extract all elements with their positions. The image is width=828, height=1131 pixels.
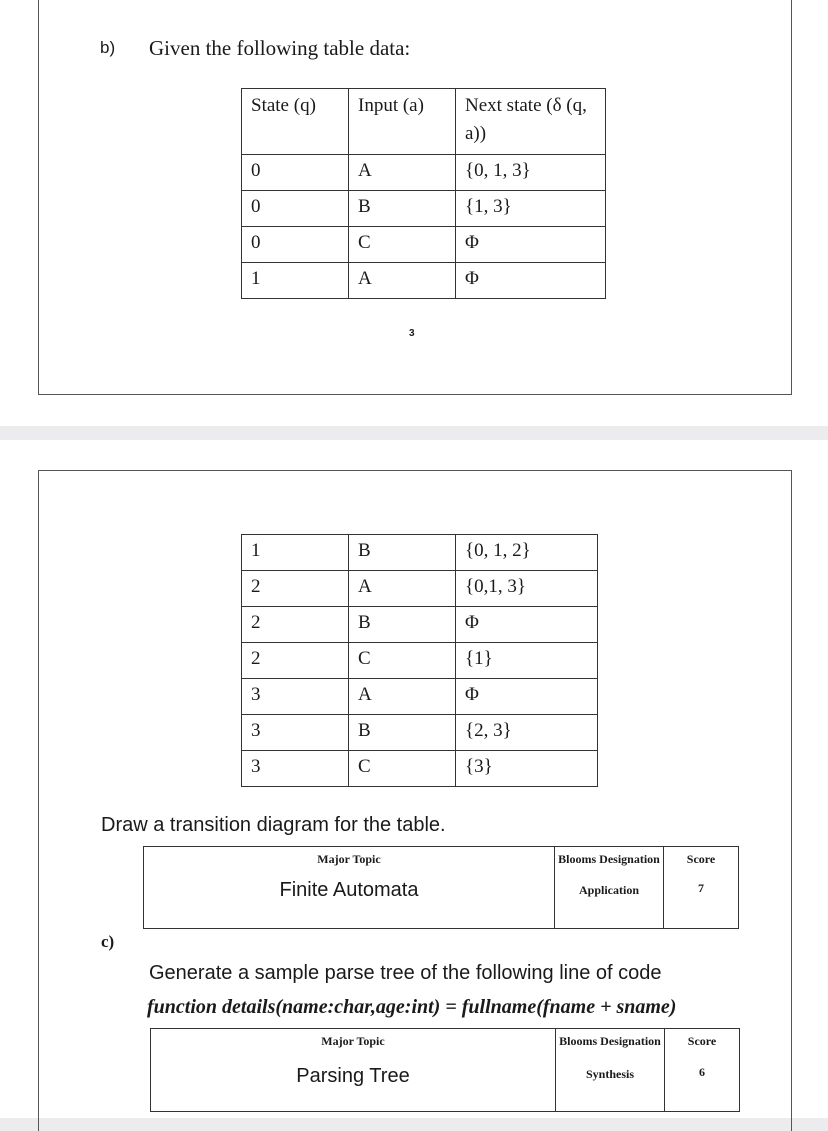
blooms-cell [555, 847, 664, 929]
cell-next-state: {2, 3} [456, 715, 598, 751]
major-topic-cell [144, 847, 555, 929]
part-c-label: c) [101, 932, 115, 951]
cell-input: B [349, 535, 456, 571]
table-row [242, 263, 606, 299]
major-topic-value: Finite Automata [279, 879, 419, 901]
document-page-1 [0, 0, 828, 426]
cell-state: 2 [242, 643, 349, 679]
table-row [242, 607, 598, 643]
table-row [242, 227, 606, 263]
table-row [242, 155, 606, 191]
major-topic-cell [151, 1029, 556, 1112]
cell-state: 3 [242, 679, 349, 715]
cell-next-state: Φ [456, 679, 598, 715]
cell-state: 0 [242, 191, 349, 227]
instruction-text: Draw a transition diagram for the table. [101, 814, 446, 836]
score-cell [664, 847, 739, 929]
cell-input: A [349, 263, 456, 299]
cell-state: 1 [242, 535, 349, 571]
table-row [242, 751, 598, 787]
cell-next-state: {0, 1, 3} [456, 155, 606, 191]
page-number: 3 [409, 328, 415, 339]
header-next-state: Next state (δ (q, a)) [456, 89, 606, 155]
major-topic-label: Major Topic [317, 852, 381, 866]
cell-input: B [349, 607, 456, 643]
blooms-value: Synthesis [585, 1067, 635, 1081]
score-cell [665, 1029, 740, 1112]
cell-next-state: Φ [456, 227, 606, 263]
state-table-part1 [241, 88, 606, 299]
score-value: 6 [699, 1065, 705, 1079]
cell-state: 1 [242, 263, 349, 299]
blooms-value: Application [578, 883, 639, 897]
major-topic-label: Major Topic [321, 1034, 385, 1048]
document-page-2 [0, 440, 828, 1118]
cell-input: B [349, 715, 456, 751]
table-row [242, 715, 598, 751]
code-line: function details(name:char,age:int) = fullname(fname + sname) [147, 996, 677, 1018]
part-c-question: Generate a sample parse tree of the following line of code [149, 962, 662, 984]
cell-input: C [349, 227, 456, 263]
cell-input: A [349, 679, 456, 715]
cell-input: C [349, 751, 456, 787]
cell-state: 2 [242, 607, 349, 643]
table-header-row [242, 89, 606, 155]
cell-input: C [349, 643, 456, 679]
table-row [242, 535, 598, 571]
cell-next-state: Φ [456, 607, 598, 643]
cell-next-state: Φ [456, 263, 606, 299]
blooms-cell [556, 1029, 665, 1112]
cell-input: A [349, 571, 456, 607]
cell-next-state: {1} [456, 643, 598, 679]
blooms-label: Blooms Designation [558, 852, 660, 866]
cell-state: 0 [242, 227, 349, 263]
cell-input: A [349, 155, 456, 191]
cell-input: B [349, 191, 456, 227]
header-input: Input (a) [349, 89, 456, 155]
table-row [242, 191, 606, 227]
part-b-question: Given the following table data: [149, 36, 411, 60]
table-row [242, 571, 598, 607]
cell-state: 3 [242, 715, 349, 751]
cell-next-state: {0, 1, 2} [456, 535, 598, 571]
blooms-label: Blooms Designation [559, 1034, 661, 1048]
part-b-label: b) [100, 38, 116, 57]
score-label: Score [686, 852, 716, 866]
cell-state: 0 [242, 155, 349, 191]
table-row [242, 643, 598, 679]
cell-next-state: {1, 3} [456, 191, 606, 227]
header-state: State (q) [242, 89, 349, 155]
meta-table-part-b [143, 846, 739, 929]
cell-next-state: {3} [456, 751, 598, 787]
score-value: 7 [698, 881, 704, 895]
table-row [242, 679, 598, 715]
meta-table-part-c [150, 1028, 740, 1112]
cell-next-state: {0,1, 3} [456, 571, 598, 607]
state-table-part2 [241, 534, 598, 787]
cell-state: 2 [242, 571, 349, 607]
major-topic-value: Parsing Tree [296, 1065, 410, 1087]
cell-state: 3 [242, 751, 349, 787]
score-label: Score [687, 1034, 717, 1048]
